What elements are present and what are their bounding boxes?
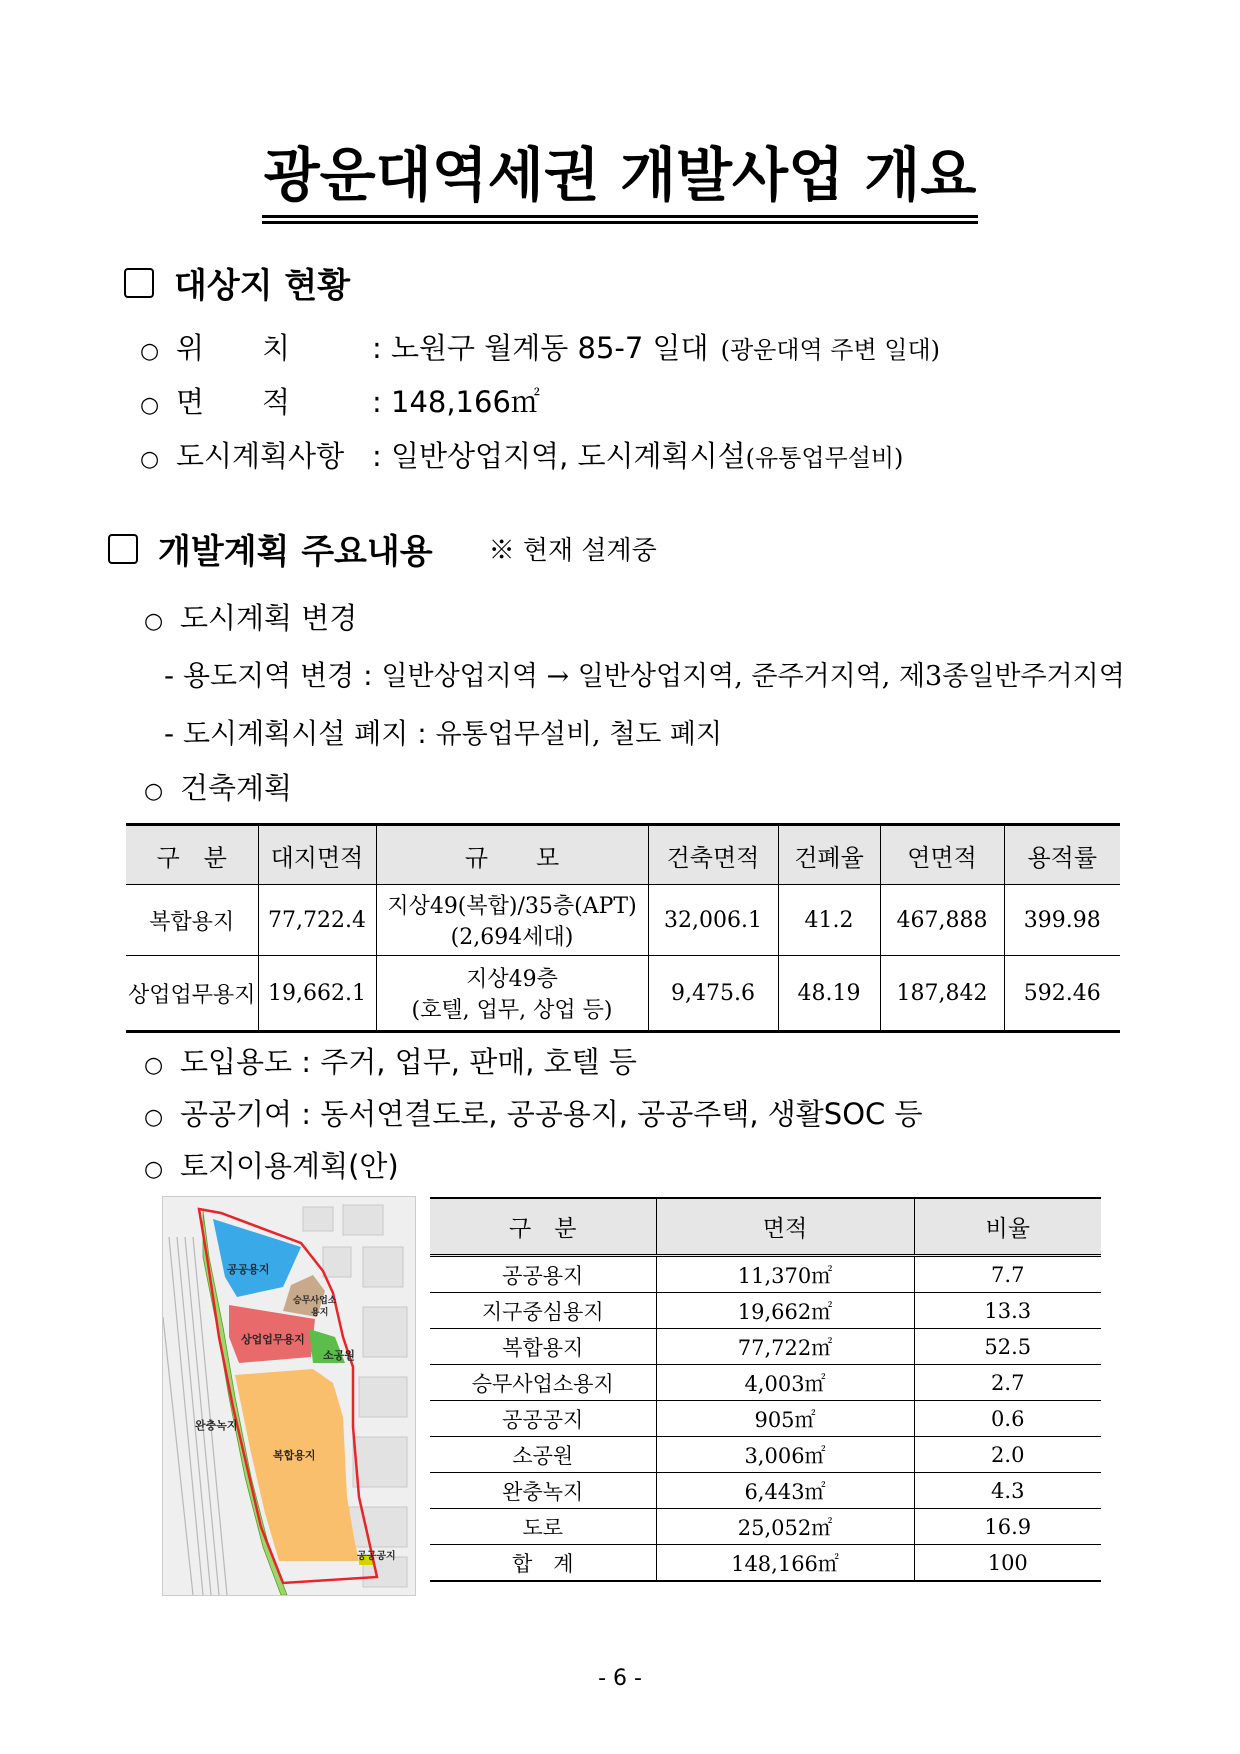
circle-bullet-icon: ○ xyxy=(140,447,160,472)
circle-bullet-icon: ○ xyxy=(144,779,164,804)
table-row: 완충녹지 6,443㎡ 4.3 xyxy=(430,1473,1101,1509)
checkbox-square-icon xyxy=(108,534,138,564)
circle-bullet-icon: ○ xyxy=(144,1157,164,1182)
row-floor-area: 187,842 xyxy=(880,956,1004,1032)
land-use-map-svg xyxy=(163,1197,415,1595)
map-label-buffer: 완충녹지 xyxy=(195,1419,238,1432)
checkbox-square-icon xyxy=(124,268,154,298)
site-zoning-item xyxy=(140,434,903,475)
location-label: 위 치 xyxy=(176,331,291,365)
row-far: 592.46 xyxy=(1004,956,1120,1032)
zoning-note: (유통업무설비) xyxy=(745,444,904,472)
table-row: 도로 25,052㎡ 16.9 xyxy=(430,1509,1101,1545)
header-coverage: 건폐율 xyxy=(778,825,880,885)
facility-abolish-line xyxy=(164,712,722,752)
city-plan-change-item: ○ 도시계획 변경 xyxy=(144,601,358,635)
header-floor-area: 연면적 xyxy=(880,825,1004,885)
map-label-station-2: 용지 xyxy=(311,1308,329,1318)
page-title: 광운대역세권 개발사업 개요 xyxy=(0,128,1240,216)
circle-bullet-icon: ○ xyxy=(140,339,160,364)
map-label-station: 승무사업소 xyxy=(293,1296,337,1306)
row-floor-area: 467,888 xyxy=(880,885,1004,956)
map-label-commercial: 상업업무용지 xyxy=(241,1333,305,1346)
circle-bullet-icon: ○ xyxy=(144,1053,164,1078)
row-name: 상업업무용지 xyxy=(126,956,258,1032)
zoning-value: : 일반상업지역, 도시계획시설 xyxy=(372,439,746,473)
row-scale: 지상49(복합)/35층(APT) (2,694세대) xyxy=(376,885,648,956)
row-name: 복합용지 xyxy=(126,885,258,956)
table-row: 승무사업소용지 4,003㎡ 2.7 xyxy=(430,1365,1101,1401)
section-heading-site: 대상지 현황 xyxy=(124,258,350,307)
location-value: : 노원구 월계동 85-7 일대 xyxy=(372,331,709,365)
table-header-row xyxy=(430,1198,1101,1256)
zoning-change-line xyxy=(164,654,1125,694)
land-use-table xyxy=(430,1197,1101,1582)
row-site-area: 77,722.4 xyxy=(258,885,376,956)
site-location-item xyxy=(140,326,940,367)
zoning-label: 도시계획사항 xyxy=(176,439,345,473)
circle-bullet-icon: ○ xyxy=(140,393,160,418)
design-note: ※ 현재 설계중 xyxy=(488,536,657,566)
table-row xyxy=(126,885,1120,956)
table-total-row: 합 계 148,166㎡ 100 xyxy=(430,1545,1101,1582)
table-row: 소공원 3,006㎡ 2.0 xyxy=(430,1437,1101,1473)
table-row: 지구중심용지 19,662㎡ 13.3 xyxy=(430,1293,1101,1329)
facility-abolish-label: - 도시계획시설 폐지 : xyxy=(164,717,427,750)
row-building-area: 32,006.1 xyxy=(648,885,778,956)
building-plan-item: ○ 건축계획 xyxy=(144,771,293,805)
map-label-mixed: 복합용지 xyxy=(273,1449,316,1462)
map-label-public: 공공용지 xyxy=(227,1263,270,1276)
row-coverage: 48.19 xyxy=(778,956,880,1032)
header-ratio: 비율 xyxy=(914,1198,1101,1256)
page-number: - 6 - xyxy=(598,1666,642,1691)
table-row: 공공공지 905㎡ 0.6 xyxy=(430,1401,1101,1437)
row-site-area: 19,662.1 xyxy=(258,956,376,1032)
section-heading-plan: 개발계획 주요내용 ※ 현재 설계중 xyxy=(108,524,657,573)
header-site-area: 대지면적 xyxy=(258,825,376,885)
header-category: 구 분 xyxy=(126,825,258,885)
header-building-area: 건축면적 xyxy=(648,825,778,885)
circle-bullet-icon: ○ xyxy=(144,609,164,634)
facility-abolish-value: 유통업무설비, 철도 폐지 xyxy=(435,719,723,750)
area-value: : 148,166㎡ xyxy=(372,385,540,419)
building-plan-table xyxy=(126,823,1120,1033)
table-row xyxy=(126,956,1120,1032)
table-row: 공공용지 11,370㎡ 7.7 xyxy=(430,1256,1101,1293)
circle-bullet-icon: ○ xyxy=(144,1105,164,1130)
location-note: (광운대역 주변 일대) xyxy=(720,336,941,364)
header-scale: 규 모 xyxy=(376,825,648,885)
row-building-area: 9,475.6 xyxy=(648,956,778,1032)
land-use-map xyxy=(162,1196,416,1596)
land-use-plan-item: ○ 토지이용계획(안) xyxy=(144,1149,399,1183)
header-category: 구 분 xyxy=(430,1198,656,1256)
row-far: 399.98 xyxy=(1004,885,1120,956)
use-type-item: ○ 도입용도 : 주거, 업무, 판매, 호텔 등 xyxy=(144,1045,637,1079)
area-label: 면 적 xyxy=(176,385,291,419)
zoning-change-label: - 용도지역 변경 : xyxy=(164,659,373,692)
public-contribution-item: ○ 공공기여 : 동서연결도로, 공공용지, 공공주택, 생활SOC 등 xyxy=(144,1097,923,1131)
table-header-row xyxy=(126,825,1120,885)
table-row: 복합용지 77,722㎡ 52.5 xyxy=(430,1329,1101,1365)
zoning-change-value: 일반상업지역 → 일반상업지역, 준주거지역, 제3종일반주거지역 xyxy=(381,661,1125,692)
map-label-vacant: 공공공지 xyxy=(357,1551,396,1562)
map-label-park: 소공원 xyxy=(323,1349,355,1362)
row-scale: 지상49층 (호텔, 업무, 상업 등) xyxy=(376,956,648,1032)
header-area: 면적 xyxy=(656,1198,914,1256)
header-far: 용적률 xyxy=(1004,825,1120,885)
site-area-item xyxy=(140,380,540,421)
row-coverage: 41.2 xyxy=(778,885,880,956)
